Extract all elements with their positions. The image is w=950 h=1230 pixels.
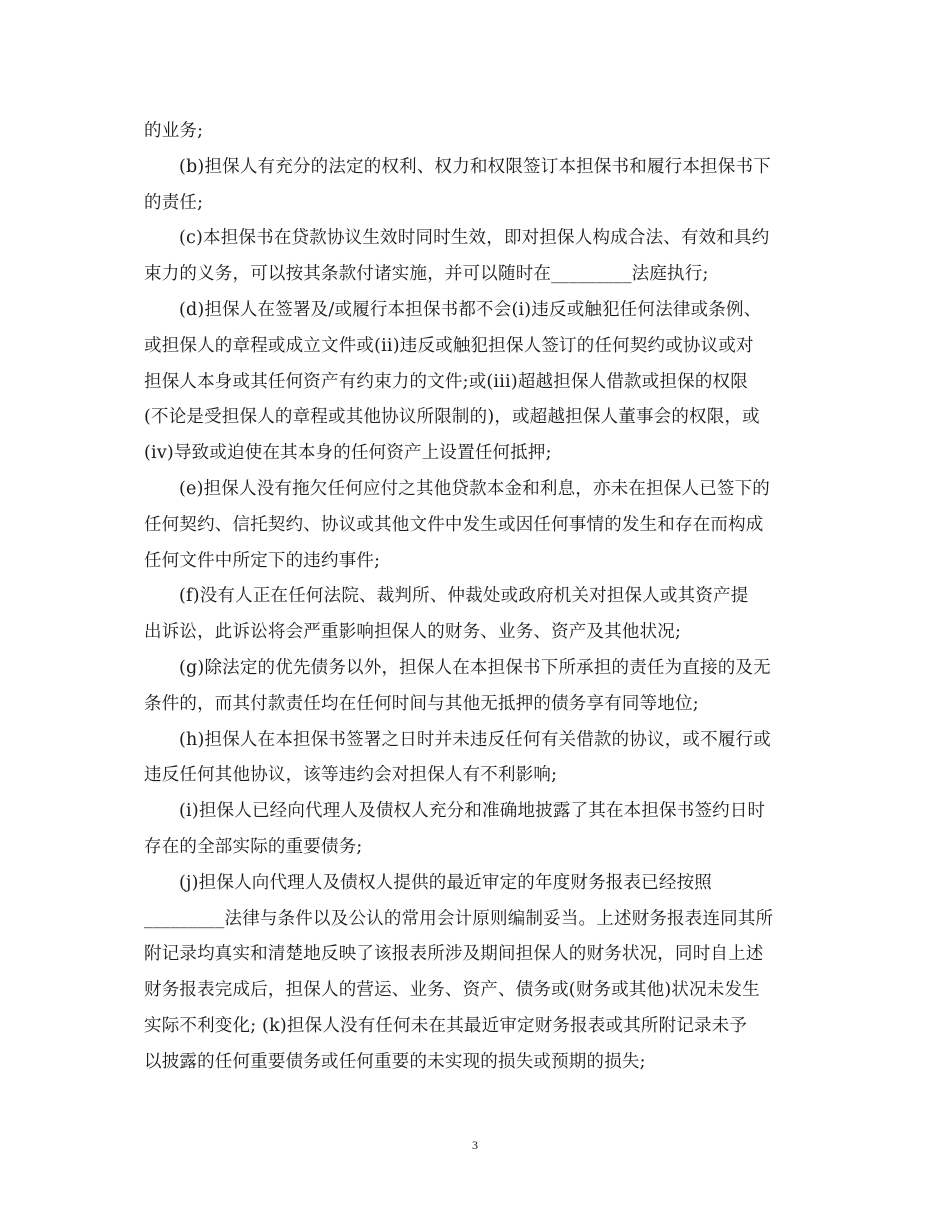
clause-f: (f)没有人正在任何法院、裁判所、仲裁处或政府机关对担保人或其资产提 [179, 586, 749, 607]
text-line: 实际不利变化; (k)担保人没有任何未在其最近审定财务报表或其所附记录未予 [144, 1015, 748, 1036]
text-line: (iv)导致或迫使在其本身的任何资产上设置任何抵押; [144, 443, 552, 464]
text-line: 附记录均真实和清楚地反映了该报表所涉及期间担保人的财务状况，同时自上述 [144, 944, 764, 965]
text-line: 以披露的任何重要债务或任何重要的未实现的损失或预期的损失; [144, 1051, 646, 1072]
text-line: 或担保人的章程或成立文件或(ii)违反或触犯担保人签订的任何契约或协议或对 [144, 335, 754, 356]
text-line: 任何文件中所定下的违约事件; [144, 550, 381, 571]
clause-j: (j)担保人向代理人及债权人提供的最近审定的年度财务报表已经按照 [179, 872, 712, 893]
text-line: _________法律与条件以及公认的常用会计原则编制妥当。上述财务报表连同其所 [144, 908, 774, 929]
clause-e: (e)担保人没有拖欠任何应付之其他贷款本金和利息，亦未在担保人已签下的 [179, 478, 771, 499]
document-body [144, 114, 808, 1081]
clause-b: (b)担保人有充分的法定的权利、权力和权限签订本担保书和履行本担保书下 [179, 156, 771, 177]
text-line: 存在的全部实际的重要债务; [144, 836, 363, 857]
page-number: 3 [472, 1138, 478, 1152]
text-line: 财务报表完成后，担保人的营运、业务、资产、债务或(财务或其他)状况未发生 [144, 980, 760, 1001]
text-line: 条件的，而其付款责任均在任何时间与其他无抵押的债务享有同等地位; [144, 693, 699, 714]
clause-i: (i)担保人已经向代理人及债权人充分和准确地披露了其在本担保书签约日时 [179, 801, 766, 822]
clause-c: (c)本担保书在贷款协议生效时同时生效，即对担保人构成合法、有效和具约 [179, 228, 770, 249]
text-line: (不论是受担保人的章程或其他协议所限制的)，或超越担保人董事会的权限，或 [144, 407, 760, 428]
text-line: 的业务; [144, 121, 204, 141]
text-line: 出诉讼，此诉讼将会严重影响担保人的财务、业务、资产及其他状况; [144, 622, 682, 643]
clause-g: (g)除法定的优先债务以外，担保人在本担保书下所承担的责任为直接的及无 [179, 657, 771, 678]
text-line: 违反任何其他协议，该等违约会对担保人有不利影响; [144, 765, 558, 786]
text-line: 的责任; [144, 192, 204, 213]
text-line: 任何契约、信托契约、协议或其他文件中发生或因任何事情的发生和存在而构成 [144, 514, 764, 535]
text-line: 担保人本身或其任何资产有约束力的文件;或(iii)超越担保人借款或担保的权限 [144, 371, 748, 392]
clause-h: (h)担保人在本担保书签署之日时并未违反任何有关借款的协议，或不履行或 [179, 729, 771, 750]
text-line: 束力的义务，可以按其条款付诸实施，并可以随时在_________法庭执行; [144, 264, 709, 285]
clause-d: (d)担保人在签署及/或履行本担保书都不会(i)违反或触犯任何法律或条例、 [179, 299, 762, 320]
